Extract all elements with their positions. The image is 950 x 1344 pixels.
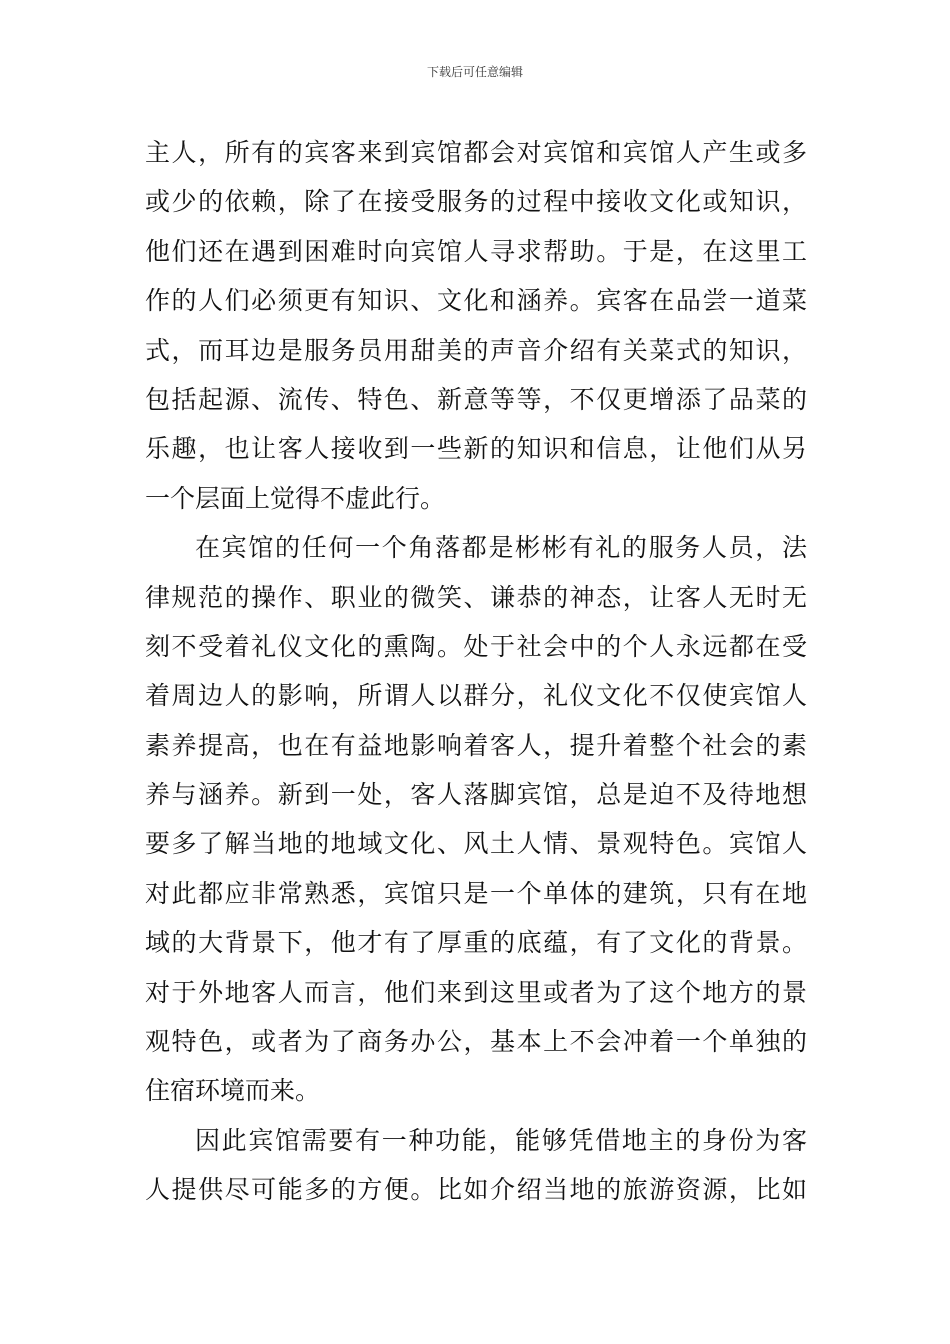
- paragraph-2-line-6: 养与涵养。新到一处，客人落脚宾馆，总是迫不及待地想: [145, 780, 807, 810]
- paragraph-1-line-1: 主人，所有的宾客来到宾馆都会对宾馆和宾馆人产生或多: [145, 138, 807, 167]
- paragraph-1-line-4: 作的人们必须更有知识、文化和涵养。宾客在品尝一道菜: [145, 286, 807, 316]
- paragraph-3-line-2: 人提供尽可能多的方便。比如介绍当地的旅游资源，比如: [145, 1175, 807, 1205]
- paragraph-2-line-11: 观特色，或者为了商务办公，基本上不会冲着一个单独的: [145, 1027, 807, 1057]
- paragraph-1-line-6: 包括起源、流传、特色、新意等等，不仅更增添了品菜的: [145, 384, 807, 414]
- paragraph-2-line-10: 对于外地客人而言，他们来到这里或者为了这个地方的景: [145, 977, 807, 1007]
- paragraph-2-line-9: 域的大背景下，他才有了厚重的底蕴，有了文化的背景。: [145, 928, 807, 958]
- paragraph-1-line-3: 他们还在遇到困难时向宾馆人寻求帮助。于是，在这里工: [145, 236, 807, 266]
- paragraph-2-line-5: 素养提高，也在有益地影响着客人，提升着整个社会的素: [145, 730, 807, 760]
- paragraph-2-line-1: 在宾馆的任何一个角落都是彬彬有礼的服务人员，法: [195, 533, 807, 563]
- paragraph-1-line-2: 或少的依赖，除了在接受服务的过程中接收文化或知识，: [145, 187, 807, 217]
- paragraph-2-line-2: 律规范的操作、职业的微笑、谦恭的神态，让客人无时无: [145, 582, 807, 612]
- paragraph-2-line-8: 对此都应非常熟悉，宾馆只是一个单体的建筑，只有在地: [145, 878, 807, 908]
- paragraph-1-line-5: 式，而耳边是服务员用甜美的声音介绍有关菜式的知识，: [145, 335, 807, 365]
- paragraph-2-line-12: 住宿环境而来。: [145, 1076, 321, 1106]
- page-header: 下载后可任意编辑: [426, 65, 523, 79]
- document-body: [145, 128, 807, 1215]
- paragraph-2-line-3: 刻不受着礼仪文化的熏陶。处于社会中的个人永远都在受: [145, 631, 807, 661]
- paragraph-2-line-7: 要多了解当地的地域文化、风土人情、景观特色。宾馆人: [145, 829, 807, 859]
- paragraph-2-line-4: 着周边人的影响，所谓人以群分，礼仪文化不仅使宾馆人: [145, 681, 807, 711]
- paragraph-3-line-1: 因此宾馆需要有一种功能，能够凭借地主的身份为客: [195, 1125, 807, 1155]
- paragraph-1-line-7: 乐趣，也让客人接收到一些新的知识和信息，让他们从另: [145, 434, 807, 464]
- paragraph-1-line-8: 一个层面上觉得不虚此行。: [145, 483, 446, 513]
